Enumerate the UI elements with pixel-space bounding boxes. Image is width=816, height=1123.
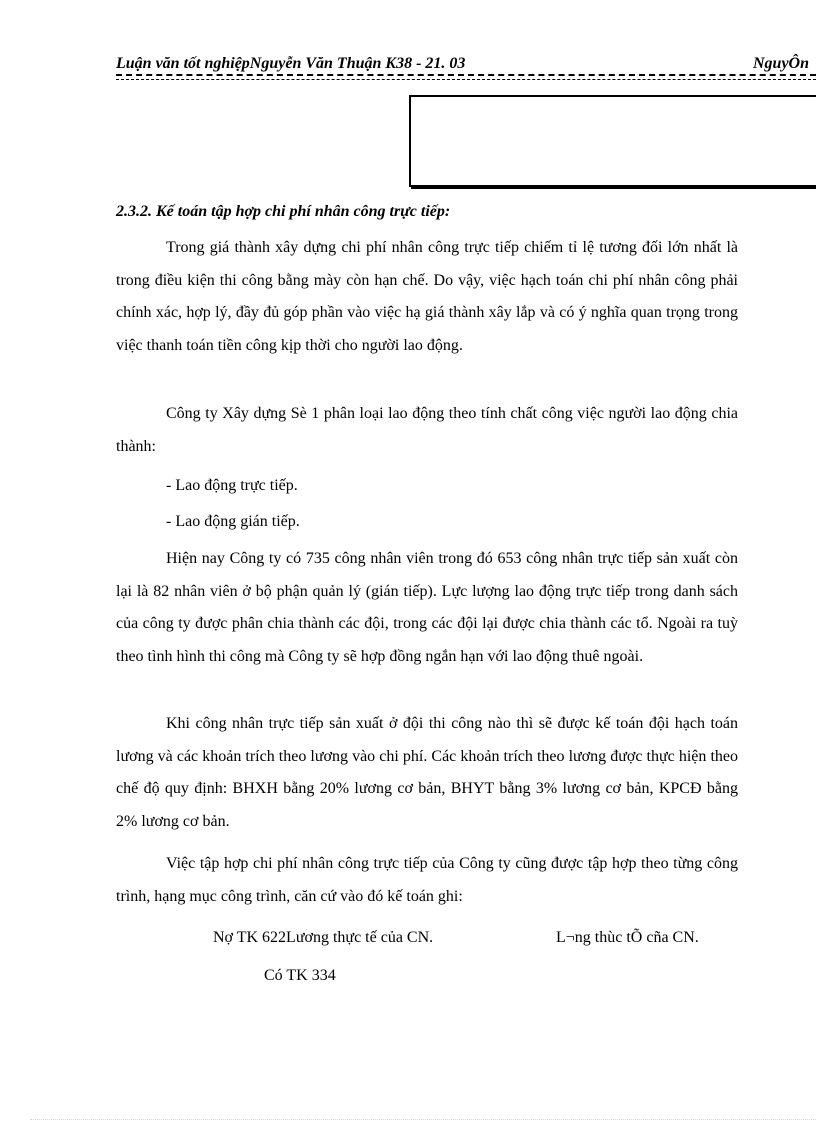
empty-frame	[409, 95, 816, 187]
section-heading: 2.3.2. Kế toán tập hợp chi phí nhân công trực tiếp:	[116, 203, 451, 220]
paragraph-entry-intro: Việc tập hợp chi phí nhân công trực tiếp của Công ty cũng được tập hợp theo từng công trình, hạng mục công trình, căn cứ vào đó kế toán ghi:	[116, 855, 738, 905]
bullet-direct-labor: - Lao động trực tiếp.	[166, 477, 298, 494]
paragraph-intro: Trong giá thành xây dựng chi phí nhân công trực tiếp chiếm tỉ lệ tương đối lớn nhất là trong điều kiện thi công bằng mày còn hạn chế. Do vậy, việc hạch toán chi phí nhân công phải chính xác, hợp lý, đầy đủ góp phần vào việc hạ giá thành xây lắp và có ý nghĩa quan trọng trong việc thanh toán tiền công kịp thời cho người lao động.	[116, 239, 738, 354]
journal-debit-line: Nợ TK 622Lương thực tế của CN.	[213, 929, 434, 946]
journal-garbled-text: L¬ng thùc tÕ cña CN.	[556, 929, 699, 946]
journal-credit-line: Có TK 334	[264, 967, 336, 984]
paragraph-workforce: Hiện nay Công ty có 735 công nhân viên trong đó 653 công nhân trực tiếp sản xuất còn lại là 82 nhân viên ở bộ phận quản lý (gián tiếp). Lực lượng lao động trực tiếp trong danh sách của công ty được phân chia thành các đội, trong các đội lại được chia thành các tổ. Ngoài ra tuỳ theo tình hình thi công mà Công ty sẽ hợp đồng ngắn hạn với lao động thuê ngoài.	[116, 550, 738, 665]
header-title: Luận văn tốt nghiệpNguyễn Văn Thuận K38 - 21. 03	[116, 55, 466, 72]
paragraph-classification: Công ty Xây dựng Sè 1 phân loại lao động theo tính chất công việc người lao động chia thành:	[116, 405, 738, 455]
header-author: NguyÔn	[753, 55, 810, 72]
bullet-indirect-labor: - Lao động gián tiếp.	[166, 513, 300, 530]
header-divider	[116, 74, 816, 76]
paragraph-payroll: Khi công nhân trực tiếp sản xuất ở đội thi công nào thì sẽ được kế toán đội hạch toán lương và các khoản trích theo lương vào chi phí. Các khoản trích theo lương được thực hiện theo chế độ quy định: BHXH bằng 20% lương cơ bản, BHYT bằng 3% lương cơ bản, KPCĐ bằng 2% lương cơ bản.	[116, 715, 738, 830]
footer-divider	[30, 1119, 816, 1120]
header-divider-secondary	[116, 79, 816, 80]
